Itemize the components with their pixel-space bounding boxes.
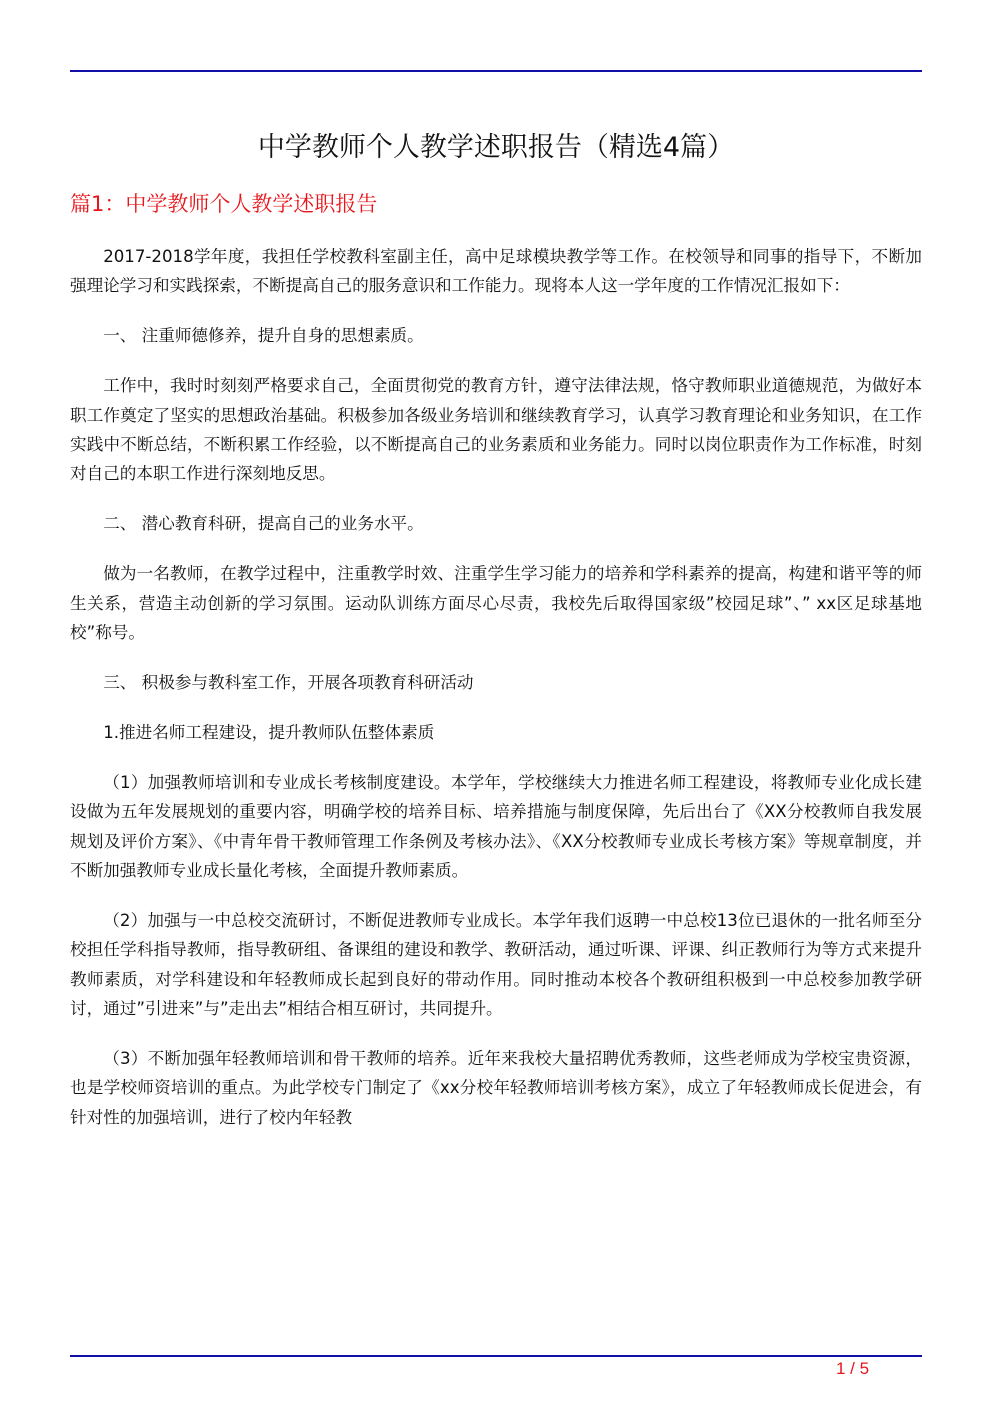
page-number: 1 / 5 (836, 1359, 870, 1378)
paragraph-item-2: （2）加强与一中总校交流研讨，不断促进教师专业成长。本学年我们返聘一中总校13位已退休的一批名师至分校担任学科指导教师，指导教研组、备课组的建设和教学、教研活动，通过听课、评课、纠正教师行为等方式来提升教师素质，对学科建设和年轻教师成长起到良好的带动作用。同时推动本校各个教研组积极到一中总校参加教学研讨，通过”引进来”与”走出去”相结合相互研讨，共同提升。 (70, 910, 922, 1019)
header-rule (70, 70, 922, 72)
paragraph-heading-3: 三、 积极参与教科室工作，开展各项教育科研活动 (103, 672, 474, 692)
paragraph-intro: 2017-2018学年度，我担任学校教科室副主任，高中足球模块教学等工作。在校领导和同事的指导下，不断加强理论学习和实践探索，不断提高自己的服务意识和工作能力。现将本人这一学年度的工作情况汇报如下： (70, 247, 922, 296)
document-title: 中学教师个人教学述职报告（精选4篇） (257, 132, 735, 163)
paragraph-research: 做为一名教师，在教学过程中，注重教学时效、注重学生学习能力的培养和学科素养的提高，构建和谐平等的师生关系，营造主动创新的学习氛围。运动队训练方面尽心尽责，我校先后取得国家级”校园足球”、” xx区足球基地校”称号。 (70, 564, 922, 643)
section-heading: 篇1：中学教师个人教学述职报告 (70, 192, 378, 216)
paragraph-ethics: 工作中，我时时刻刻严格要求自己，全面贯彻党的教育方针，遵守法律法规，恪守教师职业道德规范，为做好本职工作奠定了坚实的思想政治基础。积极参加各级业务培训和继续教育学习，认真学习教育理论和业务知识，在工作实践中不断总结，不断积累工作经验，以不断提高自己的业务素质和业务能力。同时以岗位职责作为工作标准，时刻对自己的本职工作进行深刻地反思。 (70, 376, 922, 484)
document-body (70, 242, 922, 1153)
paragraph-heading-1: 一、 注重师德修养，提升自身的思想素质。 (103, 326, 424, 346)
paragraph-subheading-1: 1.推进名师工程建设，提升教师队伍整体素质 (103, 722, 435, 742)
paragraph-item-3: （3）不断加强年轻教师培训和骨干教师的培养。近年来我校大量招聘优秀教师，这些老师成为学校宝贵资源，也是学校师资培训的重点。为此学校专门制定了《xx分校年轻教师培训考核方案》，成立了年轻教师成长促进会，有针对性的加强培训，进行了校内年轻教 (70, 1049, 922, 1127)
paragraph-item-1: （1）加强教师培训和专业成长考核制度建设。本学年，学校继续大力推进名师工程建设，将教师专业化成长建设做为五年发展规划的重要内容，明确学校的培养目标、培养措施与制度保障，先后出台了《XX分校教师自我发展规划及评价方案》、《中青年骨干教师管理工作条例及考核办法》、《XX分校教师专业成长考核方案》等规章制度，并不断加强教师专业成长量化考核，全面提升教师素质。 (70, 772, 922, 880)
footer-rule (70, 1355, 922, 1357)
paragraph-heading-2: 二、 潜心教育科研，提高自己的业务水平。 (103, 514, 424, 534)
